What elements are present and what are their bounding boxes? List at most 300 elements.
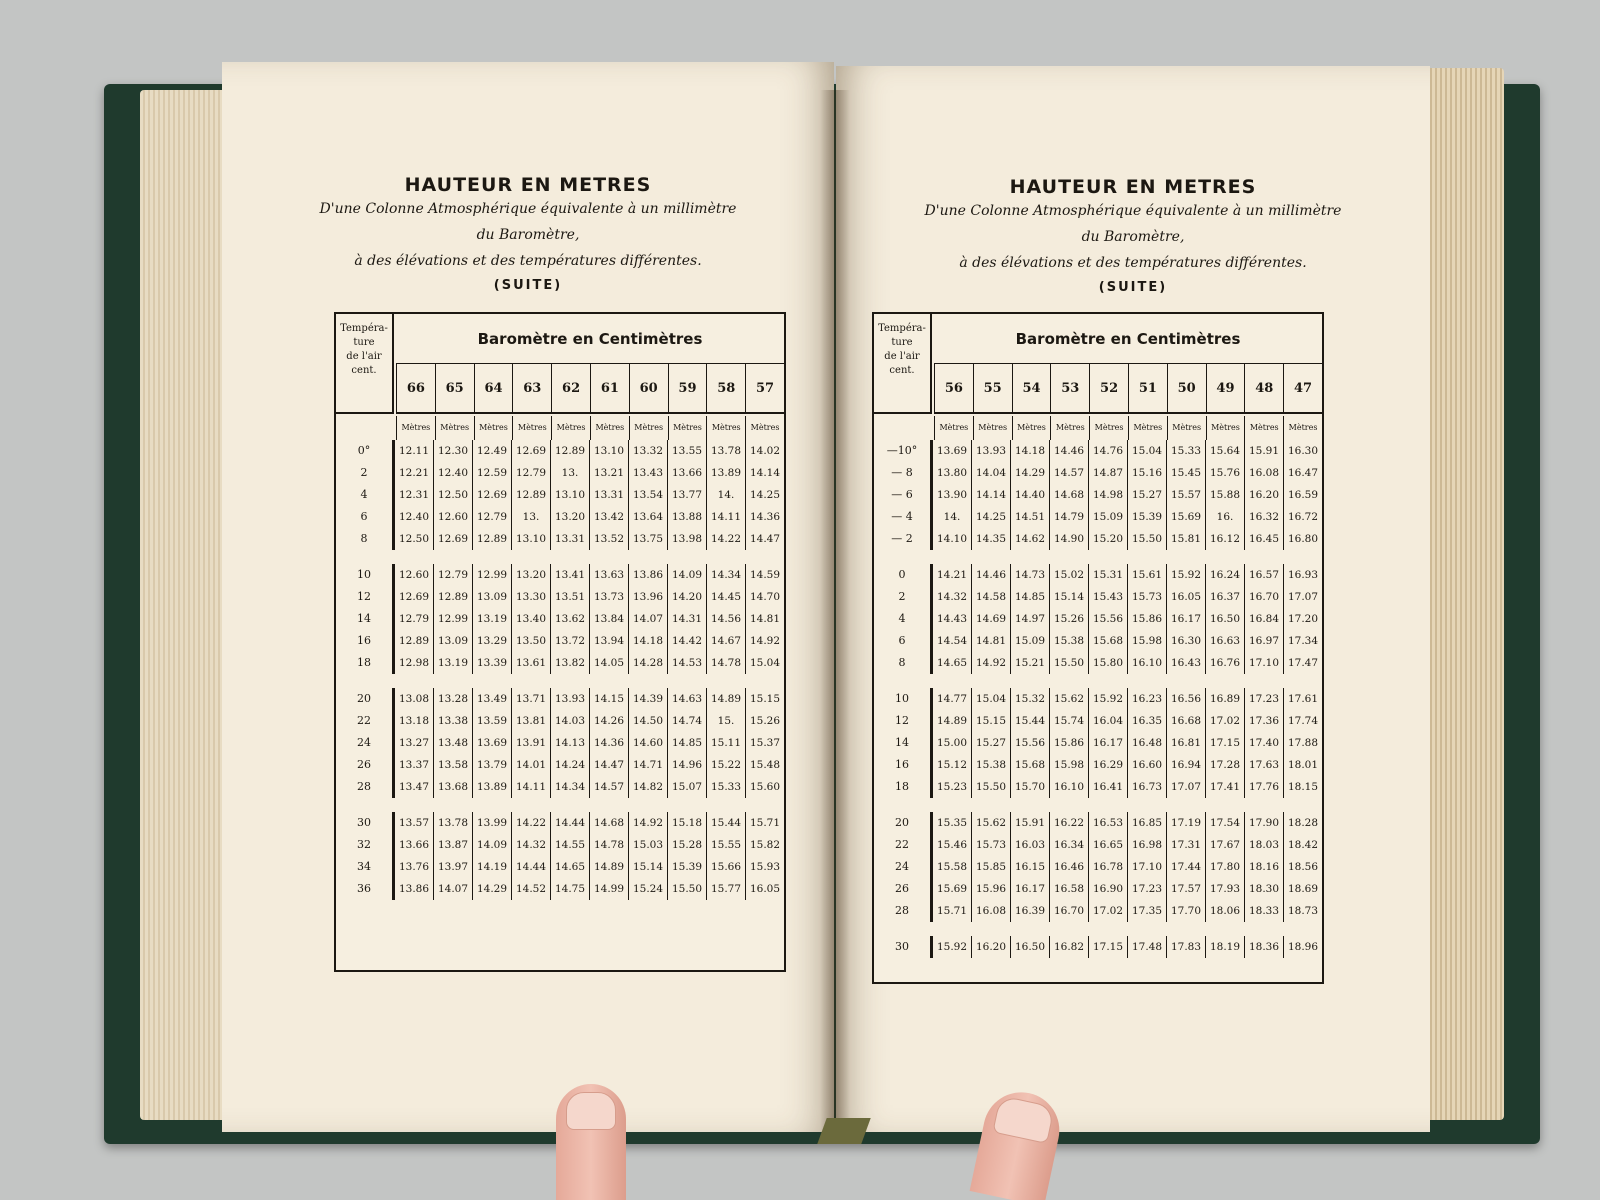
unit-label: Mètres: [1089, 416, 1128, 440]
value-cell: 12.69: [433, 528, 472, 550]
value-cell: 16.94: [1166, 754, 1205, 776]
value-cell: 15.71: [745, 812, 784, 834]
value-cell: 15.86: [1127, 608, 1166, 630]
table-row: [336, 856, 784, 878]
value-cell: 15.50: [971, 776, 1010, 798]
value-cell: 14.18: [628, 630, 667, 652]
value-cell: 16.10: [1127, 652, 1166, 674]
temperature-cell: — 4: [874, 506, 932, 528]
value-cell: 14.31: [667, 608, 706, 630]
left-subtitle-1: D'une Colonne Atmosphérique équivalente à un millimètre: [319, 201, 737, 217]
left-table: [334, 312, 786, 972]
value-cell: 13.10: [511, 528, 550, 550]
value-cell: 14.11: [511, 776, 550, 798]
unit-row: [396, 416, 784, 440]
table-row: [336, 754, 784, 776]
value-cell: 15.11: [706, 732, 745, 754]
value-cell: 14.21: [932, 564, 971, 586]
value-cell: 16.56: [1166, 688, 1205, 710]
value-cell: 14.25: [745, 484, 784, 506]
value-cell: 14.13: [550, 732, 589, 754]
temperature-cell: 0: [874, 564, 932, 586]
value-cell: 15.92: [932, 936, 971, 958]
value-cell: 15.09: [1010, 630, 1049, 652]
column-header: 49: [1206, 364, 1245, 412]
table-row: [874, 834, 1322, 856]
value-cell: 15.55: [706, 834, 745, 856]
value-cell: 15.12: [932, 754, 971, 776]
value-cell: 16.32: [1244, 506, 1283, 528]
value-cell: 12.79: [433, 564, 472, 586]
unit-label: Mètres: [435, 416, 474, 440]
value-cell: 12.40: [433, 462, 472, 484]
value-cell: 14.77: [932, 688, 971, 710]
value-cell: 14.69: [971, 608, 1010, 630]
value-cell: 14.29: [472, 878, 511, 900]
value-cell: 18.16: [1244, 856, 1283, 878]
value-cell: 16.17: [1010, 878, 1049, 900]
value-cell: 14.47: [745, 528, 784, 550]
table-row: [874, 710, 1322, 732]
table-row: [336, 506, 784, 528]
value-cell: 13.68: [433, 776, 472, 798]
table-row: [874, 506, 1322, 528]
value-cell: 12.79: [472, 506, 511, 528]
value-cell: 15.44: [706, 812, 745, 834]
value-cell: 14.81: [971, 630, 1010, 652]
value-cell: 14.63: [667, 688, 706, 710]
value-cell: 13.28: [433, 688, 472, 710]
value-cell: 18.33: [1244, 900, 1283, 922]
value-cell: 16.39: [1010, 900, 1049, 922]
value-cell: 13.09: [433, 630, 472, 652]
value-cell: 15.91: [1010, 812, 1049, 834]
value-cell: 15.03: [628, 834, 667, 856]
value-cell: 15.04: [1127, 440, 1166, 462]
value-cell: 14.15: [589, 688, 628, 710]
value-cell: 15.45: [1166, 462, 1205, 484]
value-cell: 13.08: [394, 688, 433, 710]
value-cell: 15.33: [706, 776, 745, 798]
temperature-cell: 26: [336, 754, 394, 776]
table-row: [874, 440, 1322, 462]
value-cell: 13.93: [971, 440, 1010, 462]
value-cell: 13.31: [589, 484, 628, 506]
temperature-cell: 20: [336, 688, 394, 710]
value-cell: 15.04: [745, 652, 784, 674]
value-cell: 13.98: [667, 528, 706, 550]
value-cell: 12.69: [511, 440, 550, 462]
value-cell: 15.50: [1049, 652, 1088, 674]
value-cell: 14.09: [667, 564, 706, 586]
value-cell: 14.65: [550, 856, 589, 878]
value-cell: 12.79: [394, 608, 433, 630]
value-cell: 17.41: [1205, 776, 1244, 798]
value-cell: 18.36: [1244, 936, 1283, 958]
value-cell: 14.85: [1010, 586, 1049, 608]
value-cell: 15.39: [667, 856, 706, 878]
right-subtitle-2: du Baromètre,: [1081, 229, 1185, 245]
temperature-cell: 4: [874, 608, 932, 630]
value-cell: 16.08: [1244, 462, 1283, 484]
table-corner: Tempéra- ture de l'air cent.: [874, 314, 932, 414]
value-cell: 15.26: [745, 710, 784, 732]
unit-label: Mètres: [706, 416, 745, 440]
value-cell: 12.98: [394, 652, 433, 674]
temperature-cell: 30: [336, 812, 394, 834]
right-heading: [836, 176, 1430, 295]
value-cell: 16.59: [1283, 484, 1322, 506]
value-cell: 13.19: [472, 608, 511, 630]
value-cell: 14.85: [667, 732, 706, 754]
value-cell: 14.62: [1010, 528, 1049, 550]
left-subtitle-3: à des élévations et des températures différentes.: [354, 253, 702, 269]
value-cell: 12.59: [472, 462, 511, 484]
table-row: [336, 776, 784, 798]
right-subtitle-3: à des élévations et des températures différentes.: [959, 255, 1307, 271]
value-cell: 17.23: [1127, 878, 1166, 900]
unit-label: Mètres: [973, 416, 1012, 440]
temperature-cell: 26: [874, 878, 932, 900]
unit-label: Mètres: [629, 416, 668, 440]
value-cell: 17.20: [1283, 608, 1322, 630]
value-cell: 14.32: [932, 586, 971, 608]
value-cell: 14.14: [745, 462, 784, 484]
column-header: 48: [1244, 364, 1283, 412]
value-cell: 16.04: [1088, 710, 1127, 732]
value-cell: 13.82: [550, 652, 589, 674]
value-cell: 14.43: [932, 608, 971, 630]
value-cell: 13.80: [932, 462, 971, 484]
value-cell: 16.60: [1127, 754, 1166, 776]
unit-label: Mètres: [551, 416, 590, 440]
value-cell: 14.89: [706, 688, 745, 710]
value-cell: 13.41: [550, 564, 589, 586]
value-cell: 12.89: [511, 484, 550, 506]
value-cell: 13.: [511, 506, 550, 528]
value-cell: 14.75: [550, 878, 589, 900]
value-cell: 14.14: [971, 484, 1010, 506]
value-cell: 16.46: [1049, 856, 1088, 878]
value-cell: 14.92: [745, 630, 784, 652]
temperature-cell: 6: [874, 630, 932, 652]
value-cell: 14.78: [706, 652, 745, 674]
value-cell: 12.21: [394, 462, 433, 484]
value-cell: 16.15: [1010, 856, 1049, 878]
value-cell: 13.32: [628, 440, 667, 462]
temperature-cell: 16: [336, 630, 394, 652]
value-cell: 15.04: [971, 688, 1010, 710]
value-cell: 13.38: [433, 710, 472, 732]
value-cell: 16.80: [1283, 528, 1322, 550]
column-header: 64: [474, 364, 513, 412]
value-cell: 17.93: [1205, 878, 1244, 900]
value-cell: 17.83: [1166, 936, 1205, 958]
column-header: 63: [512, 364, 551, 412]
value-cell: 14.60: [628, 732, 667, 754]
value-cell: 17.36: [1244, 710, 1283, 732]
value-cell: 15.20: [1088, 528, 1127, 550]
table-row: [336, 564, 784, 586]
column-header: 50: [1167, 364, 1206, 412]
value-cell: 12.31: [394, 484, 433, 506]
value-cell: 15.61: [1127, 564, 1166, 586]
value-cell: 14.: [932, 506, 971, 528]
value-cell: 14.68: [589, 812, 628, 834]
value-cell: 13.42: [589, 506, 628, 528]
value-cell: 16.78: [1088, 856, 1127, 878]
value-cell: 17.57: [1166, 878, 1205, 900]
value-cell: 14.32: [511, 834, 550, 856]
temperature-cell: 10: [336, 564, 394, 586]
unit-label: Mètres: [668, 416, 707, 440]
temperature-cell: — 2: [874, 528, 932, 550]
table-row: [336, 688, 784, 710]
temperature-cell: 14: [874, 732, 932, 754]
value-cell: 14.54: [932, 630, 971, 652]
value-cell: 13.20: [550, 506, 589, 528]
value-cell: 13.19: [433, 652, 472, 674]
value-cell: 15.26: [1049, 608, 1088, 630]
value-cell: 17.67: [1205, 834, 1244, 856]
temperature-cell: 4: [336, 484, 394, 506]
value-cell: 14.57: [589, 776, 628, 798]
value-cell: 15.71: [932, 900, 971, 922]
value-cell: 17.76: [1244, 776, 1283, 798]
temperature-cell: 24: [874, 856, 932, 878]
value-cell: 12.50: [394, 528, 433, 550]
value-cell: 15.82: [745, 834, 784, 856]
value-cell: 16.22: [1049, 812, 1088, 834]
value-cell: 17.40: [1244, 732, 1283, 754]
value-cell: 14.40: [1010, 484, 1049, 506]
value-cell: 13.48: [433, 732, 472, 754]
value-cell: 12.89: [394, 630, 433, 652]
value-cell: 16.17: [1166, 608, 1205, 630]
value-cell: 14.07: [628, 608, 667, 630]
value-cell: 14.47: [589, 754, 628, 776]
value-cell: 15.15: [745, 688, 784, 710]
value-cell: 15.02: [1049, 564, 1088, 586]
column-header: 61: [590, 364, 629, 412]
value-cell: 14.: [706, 484, 745, 506]
value-cell: 16.89: [1205, 688, 1244, 710]
value-cell: 15.68: [1088, 630, 1127, 652]
unit-label: Mètres: [934, 416, 973, 440]
value-cell: 12.89: [472, 528, 511, 550]
value-cell: 13.99: [472, 812, 511, 834]
column-headers: [396, 364, 784, 414]
value-cell: 13.69: [932, 440, 971, 462]
value-cell: 15.56: [1088, 608, 1127, 630]
value-cell: 14.57: [1049, 462, 1088, 484]
value-cell: 14.01: [511, 754, 550, 776]
value-cell: 16.84: [1244, 608, 1283, 630]
value-cell: 17.48: [1127, 936, 1166, 958]
table-row: [874, 936, 1322, 958]
value-cell: 14.89: [589, 856, 628, 878]
value-cell: 13.43: [628, 462, 667, 484]
value-cell: 15.69: [932, 878, 971, 900]
value-cell: 14.74: [667, 710, 706, 732]
temperature-cell: 16: [874, 754, 932, 776]
value-cell: 14.44: [511, 856, 550, 878]
value-cell: 15.86: [1049, 732, 1088, 754]
value-cell: 15.37: [745, 732, 784, 754]
right-suite: (SUITE): [1098, 280, 1168, 295]
column-header: 52: [1089, 364, 1128, 412]
table-body: [336, 440, 784, 966]
unit-label: Mètres: [512, 416, 551, 440]
value-cell: 14.87: [1088, 462, 1127, 484]
value-cell: 16.68: [1166, 710, 1205, 732]
temperature-cell: 34: [336, 856, 394, 878]
value-cell: 17.54: [1205, 812, 1244, 834]
value-cell: 12.89: [550, 440, 589, 462]
value-cell: 13.69: [472, 732, 511, 754]
value-cell: 17.70: [1166, 900, 1205, 922]
value-cell: 15.96: [971, 878, 1010, 900]
value-cell: 13.94: [589, 630, 628, 652]
temperature-cell: 2: [336, 462, 394, 484]
value-cell: 12.30: [433, 440, 472, 462]
column-header: 65: [435, 364, 474, 412]
value-cell: 15.07: [667, 776, 706, 798]
value-cell: 12.69: [394, 586, 433, 608]
value-cell: 15.91: [1244, 440, 1283, 462]
value-cell: 14.55: [550, 834, 589, 856]
value-cell: 13.31: [550, 528, 589, 550]
table-row: [874, 484, 1322, 506]
value-cell: 17.10: [1127, 856, 1166, 878]
value-cell: 16.81: [1166, 732, 1205, 754]
value-cell: 16.70: [1049, 900, 1088, 922]
table-row: [336, 710, 784, 732]
value-cell: 14.07: [433, 878, 472, 900]
value-cell: 17.02: [1088, 900, 1127, 922]
value-cell: 18.30: [1244, 878, 1283, 900]
value-cell: 13.21: [589, 462, 628, 484]
value-cell: 13.66: [394, 834, 433, 856]
value-cell: 18.28: [1283, 812, 1322, 834]
value-cell: 16.50: [1205, 608, 1244, 630]
value-cell: 15.27: [971, 732, 1010, 754]
value-cell: 14.35: [971, 528, 1010, 550]
value-cell: 14.81: [745, 608, 784, 630]
value-cell: 12.60: [394, 564, 433, 586]
value-cell: 13.81: [511, 710, 550, 732]
table-row: [874, 688, 1322, 710]
value-cell: 17.35: [1127, 900, 1166, 922]
temperature-cell: 18: [874, 776, 932, 798]
value-cell: 15.92: [1166, 564, 1205, 586]
table-row: [874, 754, 1322, 776]
value-cell: 16.05: [1166, 586, 1205, 608]
temperature-cell: 12: [336, 586, 394, 608]
value-cell: 14.28: [628, 652, 667, 674]
value-cell: 16.82: [1049, 936, 1088, 958]
value-cell: 15.73: [971, 834, 1010, 856]
spine-shadow: [820, 90, 850, 1130]
value-cell: 13.52: [589, 528, 628, 550]
table-row: [874, 878, 1322, 900]
value-cell: 15.18: [667, 812, 706, 834]
temperature-cell: 0°: [336, 440, 394, 462]
value-cell: 15.76: [1205, 462, 1244, 484]
table-row: [336, 528, 784, 550]
value-cell: 18.19: [1205, 936, 1244, 958]
value-cell: 12.49: [472, 440, 511, 462]
value-cell: 15.77: [706, 878, 745, 900]
value-cell: 14.20: [667, 586, 706, 608]
value-cell: 16.10: [1049, 776, 1088, 798]
left-title: HAUTEUR EN METRES: [404, 174, 652, 196]
value-cell: 13.50: [511, 630, 550, 652]
right-page: [836, 66, 1430, 1132]
table-row: [336, 878, 784, 900]
value-cell: 13.10: [550, 484, 589, 506]
column-header: 57: [745, 364, 784, 412]
value-cell: 12.89: [433, 586, 472, 608]
table-row: [336, 834, 784, 856]
value-cell: 16.76: [1205, 652, 1244, 674]
value-cell: 14.04: [971, 462, 1010, 484]
value-cell: 15.39: [1127, 506, 1166, 528]
value-cell: 13.90: [932, 484, 971, 506]
barometer-header: Baromètre en Centimètres: [396, 314, 784, 364]
value-cell: 13.51: [550, 586, 589, 608]
value-cell: 16.30: [1166, 630, 1205, 652]
value-cell: 14.22: [706, 528, 745, 550]
value-cell: 15.60: [745, 776, 784, 798]
value-cell: 13.62: [550, 608, 589, 630]
value-cell: 16.23: [1127, 688, 1166, 710]
page-edges-right: [1422, 68, 1504, 1120]
value-cell: 14.92: [628, 812, 667, 834]
value-cell: 13.77: [667, 484, 706, 506]
column-header: 56: [934, 364, 973, 412]
value-cell: 18.03: [1244, 834, 1283, 856]
value-cell: 13.75: [628, 528, 667, 550]
value-cell: 15.24: [628, 878, 667, 900]
value-cell: 18.06: [1205, 900, 1244, 922]
value-cell: 16.53: [1088, 812, 1127, 834]
value-cell: 15.09: [1088, 506, 1127, 528]
value-cell: 13.18: [394, 710, 433, 732]
value-cell: 13.59: [472, 710, 511, 732]
value-cell: 14.89: [932, 710, 971, 732]
value-cell: 16.35: [1127, 710, 1166, 732]
table-body: [874, 440, 1322, 978]
value-cell: 13.76: [394, 856, 433, 878]
value-cell: 18.69: [1283, 878, 1322, 900]
value-cell: 17.07: [1283, 586, 1322, 608]
value-cell: 15.70: [1010, 776, 1049, 798]
table-row: [336, 812, 784, 834]
value-cell: 15.50: [667, 878, 706, 900]
table-row: [874, 856, 1322, 878]
table-row: [874, 900, 1322, 922]
value-cell: 14.39: [628, 688, 667, 710]
value-cell: 14.45: [706, 586, 745, 608]
value-cell: 15.62: [1049, 688, 1088, 710]
value-cell: 14.11: [706, 506, 745, 528]
temperature-cell: 8: [336, 528, 394, 550]
value-cell: 12.11: [394, 440, 433, 462]
value-cell: 13.87: [433, 834, 472, 856]
value-cell: 14.51: [1010, 506, 1049, 528]
temperature-cell: 24: [336, 732, 394, 754]
